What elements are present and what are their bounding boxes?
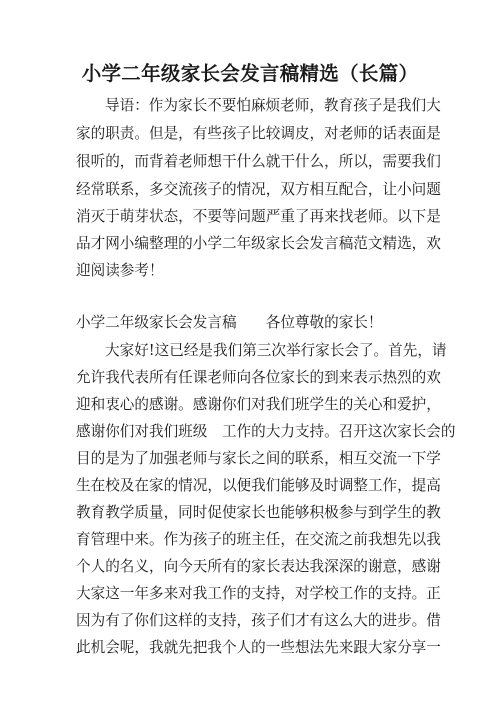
- intro-line: 很听的，而背着老师想干什么就干什么，所以，需要我们: [76, 153, 441, 170]
- body-line: 感谢你们对我们班级 工作的大力支持。召开这次家长会的: [76, 423, 456, 440]
- intro-line: 迎阅读参考！: [76, 262, 164, 279]
- section-heading: 小学二年级家长会发言稿 各位尊敬的家长！: [76, 314, 383, 331]
- body-line: 生在校及在家的情况，以便我们能够及时调整工作，提高: [76, 477, 441, 494]
- intro-line: 导语：作为家长不要怕麻烦老师，教育孩子是我们大: [105, 97, 441, 114]
- body-line: 因为有了你们这样的支持，孩子们才有这么大的进步。借: [76, 612, 441, 629]
- body-line: 允许我代表所有任课老师向各位家长的到来表示热烈的欢: [76, 369, 441, 386]
- intro-line: 经常联系，多交流孩子的情况，双方相互配合，让小问题: [76, 181, 441, 198]
- intro-line: 消灭于萌芽状态，不要等问题严重了再来找老师。以下是: [76, 208, 441, 225]
- intro-line: 品才网小编整理的小学二年级家长会发言稿范文精选，欢: [76, 235, 441, 252]
- document-title: 小学二年级家长会发言稿精选（长篇）: [81, 62, 419, 85]
- body-line: 迎和衷心的感谢。感谢你们对我们班学生的关心和爱护，: [76, 396, 441, 413]
- body-line: 此机会呢，我就先把我个人的一些想法先来跟大家分享一: [76, 639, 441, 656]
- intro-line: 家的职责。但是，有些孩子比较调皮，对老师的话表面是: [76, 125, 441, 142]
- body-line: 育管理中来。作为孩子的班主任，在交流之前我想先以我: [76, 531, 441, 548]
- body-line: 大家好!这已经是我们第三次举行家长会了。首先，请: [105, 342, 447, 359]
- body-line: 目的是为了加强老师与家长之间的联系，相互交流一下学: [76, 450, 441, 467]
- body-line: 教育教学质量，同时促使家长也能够积极参与到学生的教: [76, 504, 441, 521]
- body-line: 大家这一年多来对我工作的支持，对学校工作的支持。正: [76, 585, 441, 602]
- body-line: 个人的名义，向今天所有的家长表达我深深的谢意，感谢: [76, 558, 441, 575]
